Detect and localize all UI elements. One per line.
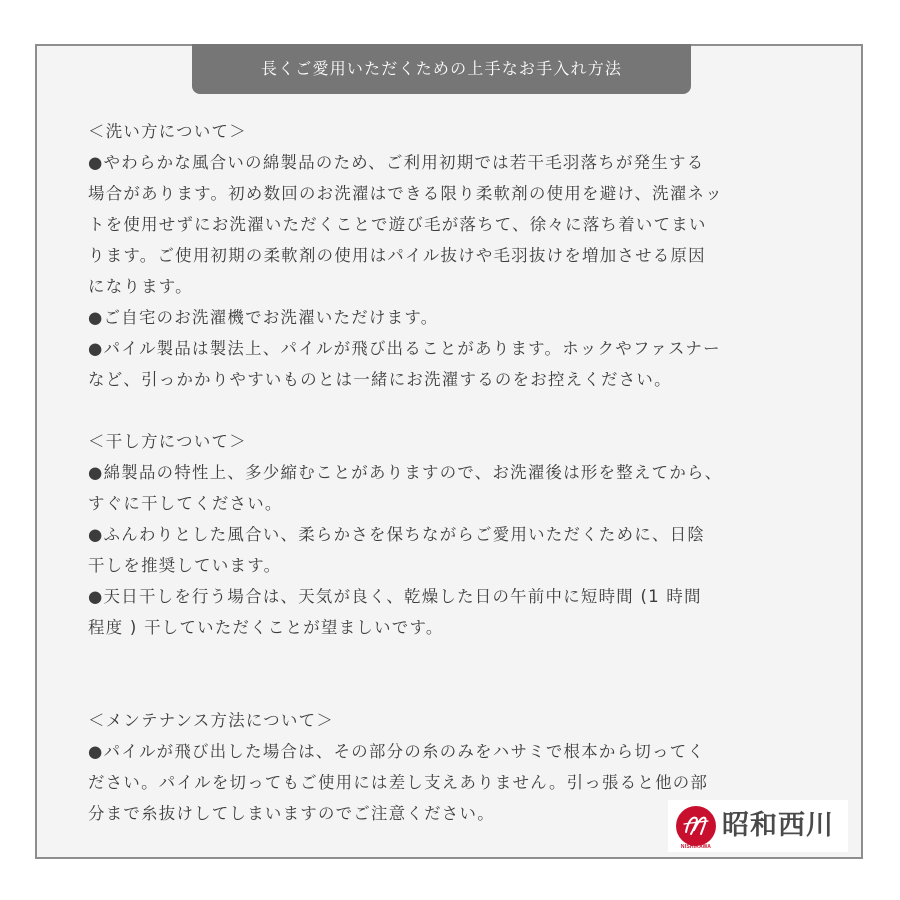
section-heading-washing: ＜洗い方について＞ [88, 122, 247, 141]
washing-line: ります。ご使用初期の柔軟剤の使用はパイル抜けや毛羽抜けを増加させる原因 [88, 246, 706, 265]
maintenance-line: ださい。パイルを切ってもご使用には差し支えありません。引っ張ると他の部 [88, 773, 709, 792]
washing-line: になります。 [88, 277, 193, 296]
brand-name: 昭和西川 [722, 810, 834, 841]
section-spacer [88, 643, 818, 705]
drying-line: 干しを推奨しています。 [88, 556, 282, 575]
care-instructions [88, 116, 818, 829]
washing-line: ●やわらかな風合いの綿製品のため、ご利用初期では若干毛羽落ちが発生する [88, 153, 705, 172]
section-spacer [88, 395, 818, 426]
drying-line: ●ふんわりとした風合い、柔らかさを保ちながらご愛用いただくために、日陰 [88, 525, 706, 544]
washing-line: ●パイル製品は製法上、パイルが飛び出ることがあります。ホックやファスナー [88, 339, 721, 358]
drying-line: ●天日干しを行う場合は、天気が良く、乾燥した日の午前中に短時間 (1 時間 [88, 587, 702, 606]
section-heading-drying: ＜干し方について＞ [88, 432, 247, 451]
washing-line: ●ご自宅のお洗濯機でお洗濯いただけます。 [88, 308, 439, 327]
washing-line: 場合があります。初め数回のお洗濯はできる限り柔軟剤の使用を避け、洗濯ネッ [88, 184, 723, 203]
page-title: 長くご愛用いただくための上手なお手入れ方法 [192, 44, 691, 94]
washing-line: など、引っかかりやすいものとは一緒にお洗濯するのをお控えください。 [88, 370, 672, 389]
maintenance-line: ●パイルが飛び出した場合は、その部分の糸のみをハサミで根本から切ってく [88, 742, 706, 761]
nishikawa-logo-icon [674, 804, 718, 848]
drying-line: すぐに干してください。 [88, 494, 283, 513]
drying-line: ●綿製品の特性上、多少縮むことがありますので、お洗濯後は形を整えてから、 [88, 463, 723, 482]
brand-logo [668, 800, 848, 852]
section-heading-maintenance: ＜メンテナンス方法について＞ [88, 711, 335, 730]
drying-line: 程度 ) 干していただくことが望ましいです。 [88, 618, 444, 637]
logo-subtext: NISHIKAWA [680, 844, 712, 850]
maintenance-line: 分まで糸抜けしてしまいますのでご注意ください。 [88, 804, 495, 823]
washing-line: トを使用せずにお洗濯いただくことで遊び毛が落ちて、徐々に落ち着いてまい [88, 215, 707, 234]
